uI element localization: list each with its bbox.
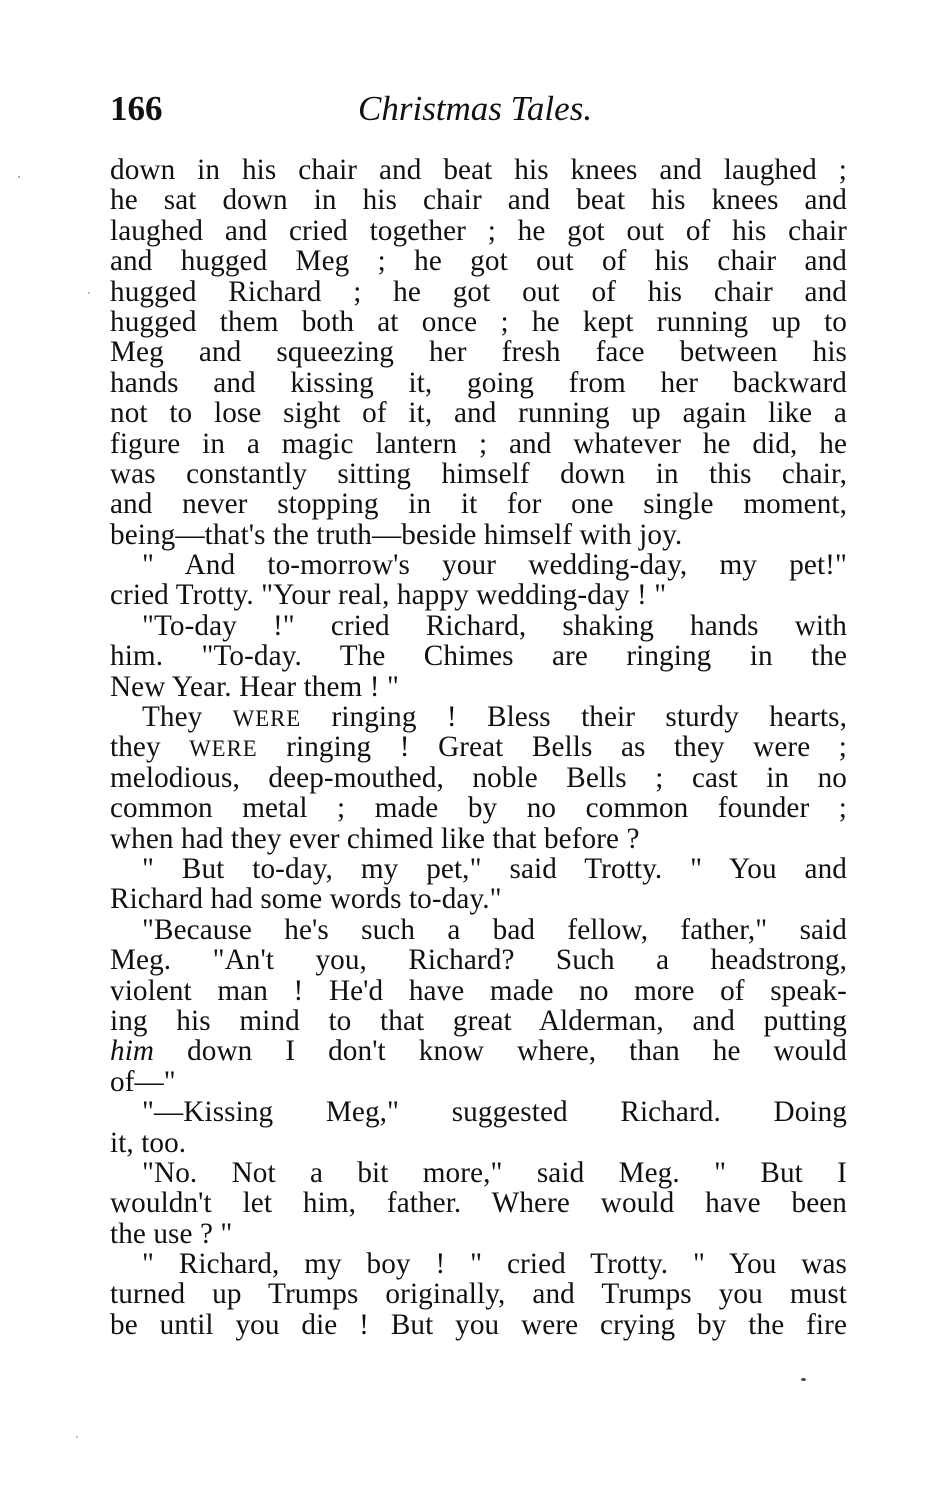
text-line: down in his chair and beat his knees and laughed ;	[110, 154, 847, 186]
running-title: Christmas Tales.	[358, 89, 593, 128]
text-line: common metal ; made by no common founder ;	[110, 792, 847, 825]
text-line: him. "To-day. The Chimes are ringing in the	[110, 640, 847, 673]
text-line: turned up Trumps originally, and Trumps you must	[110, 1278, 847, 1311]
text-line: Meg and squeezing her fresh face between his	[110, 336, 847, 369]
text-line: melodious, deep-mouthed, noble Bells ; cast in no	[110, 761, 847, 794]
text-line: and hugged Meg ; he got out of his chair and	[110, 245, 847, 278]
text-line: being—that's the truth—beside himself with joy.	[110, 518, 683, 551]
text-line: ing his mind to that great Alderman, and putting	[110, 1004, 847, 1037]
text-line: hands and kissing it, going from her backward	[110, 366, 847, 399]
text-line: "To-day !" cried Richard, shaking hands with	[142, 609, 847, 642]
text-line: "Because he's such a bad fellow, father," said	[142, 913, 847, 946]
text-line: They WERE ringing ! Bless their sturdy hearts,	[142, 701, 847, 734]
text-line: when had they ever chimed like that before ?	[110, 822, 640, 855]
text-line: hugged Richard ; he got out of his chair and	[110, 275, 847, 308]
text-line: wouldn't let him, father. Where would have been	[110, 1187, 847, 1220]
page-header	[110, 86, 850, 132]
text-line: New Year. Hear them ! "	[110, 670, 399, 703]
text-line: the use ? "	[110, 1217, 233, 1250]
scan-speck	[88, 292, 90, 294]
text-line: be until you die ! But you were crying by the fire	[110, 1308, 847, 1341]
scan-speck	[18, 176, 20, 178]
text-line: " Richard, my boy ! " cried Trotty. " You was	[142, 1248, 847, 1281]
text-line: "—Kissing Meg," suggested Richard. Doing	[142, 1096, 847, 1129]
text-line: he sat down in his chair and beat his knees and	[110, 184, 847, 217]
text-line: was constantly sitting himself down in this chair,	[110, 457, 847, 490]
body-text	[110, 155, 847, 1340]
text-line: "No. Not a bit more," said Meg. " But I	[142, 1156, 847, 1189]
text-line: him down I don't know where, than he would	[110, 1035, 847, 1068]
scan-speck	[76, 1436, 78, 1438]
text-line: Richard had some words to-day."	[110, 883, 502, 916]
text-line: they WERE ringing ! Great Bells as they were ;	[110, 731, 847, 764]
text-line: violent man ! He'd have made no more of speak-	[110, 974, 847, 1007]
text-line: " But to-day, my pet," said Trotty. " You and	[142, 852, 847, 885]
text-line: " And to-morrow's your wedding-day, my pet!"	[142, 549, 847, 582]
text-line: laughed and cried together ; he got out of his chair	[110, 214, 847, 247]
text-line: Meg. "An't you, Richard? Such a headstrong,	[110, 944, 847, 977]
text-line: hugged them both at once ; he kept running up to	[110, 305, 847, 338]
text-line: of—"	[110, 1065, 176, 1098]
scan-speck	[801, 1378, 806, 1381]
text-line: and never stopping in it for one single moment,	[110, 488, 847, 521]
text-line: not to lose sight of it, and running up again like a	[110, 397, 847, 430]
page-number: 166	[110, 89, 163, 128]
text-line: figure in a magic lantern ; and whatever he did, he	[110, 427, 847, 460]
text-line: cried Trotty. "Your real, happy wedding-day ! "	[110, 579, 667, 612]
text-line: it, too.	[110, 1126, 187, 1159]
